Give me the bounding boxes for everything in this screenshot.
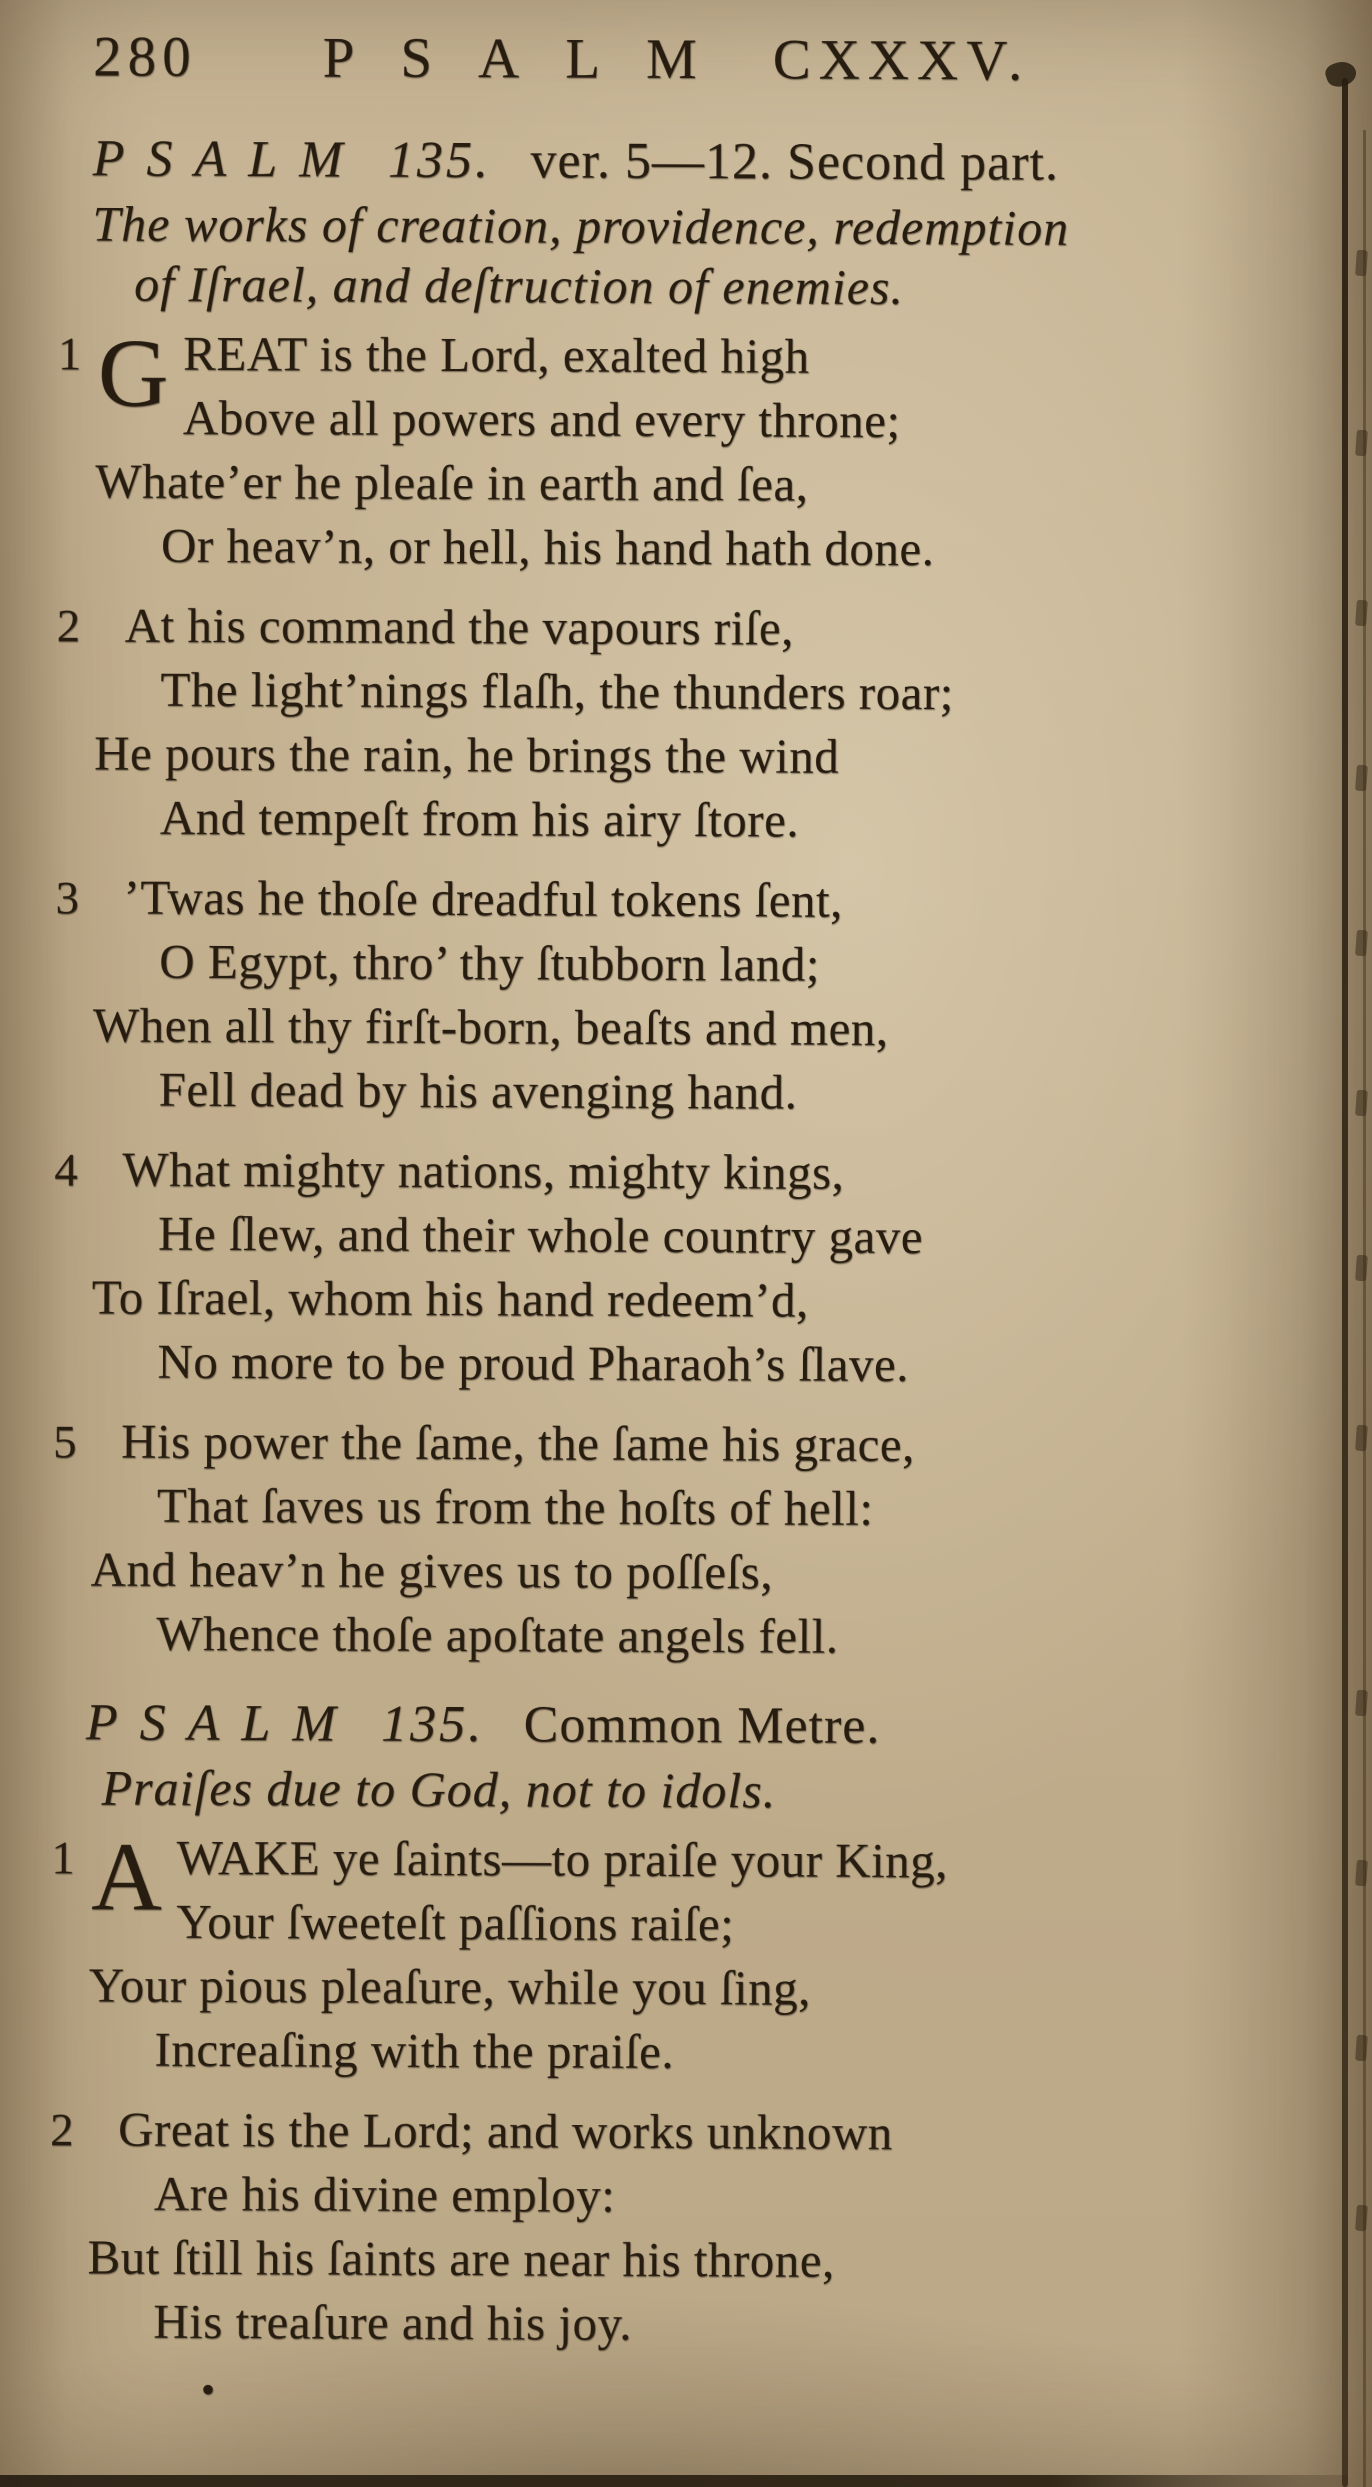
verse-number: 2 — [50, 2104, 75, 2157]
verse — [57, 319, 1226, 582]
verse — [51, 1823, 1219, 2086]
verse-line: The light’nings flaſh, the thunders roar; — [160, 661, 954, 721]
bottom-page-edge — [0, 2475, 1348, 2487]
verse-line: His treaſure and his joy. — [153, 2293, 633, 2351]
bleed-mark — [1355, 2035, 1368, 2062]
verse-line: But ſtill his ſaints are near his throne, — [87, 2229, 835, 2288]
drop-cap: A — [90, 1823, 163, 1932]
verse-line: And heav’n he gives us to poſſeſs, — [90, 1541, 774, 1600]
footer-mark: • — [200, 2366, 216, 2412]
verse-line: Your pious pleaſure, while you ſing, — [88, 1957, 811, 2016]
verse — [56, 593, 1225, 854]
psalm-section-second-part — [53, 127, 1227, 1670]
page-number: 280 — [93, 25, 197, 89]
heading-descriptor: ver. 5—12. Second part. — [530, 132, 1060, 192]
verse-line: Whence thoſe apoſtate angels fell. — [156, 1605, 839, 1664]
psalm-section-common-metre — [50, 1691, 1220, 2358]
bleed-mark — [1355, 250, 1368, 277]
verse-line: He ſlew, and their whole country gave — [157, 1205, 924, 1265]
verse-line: Whate’er he pleaſe in earth and ſea, — [95, 453, 809, 512]
verse-line: Great is the Lord; and works unknown — [118, 2101, 893, 2160]
verse-number: 1 — [57, 328, 82, 381]
verse-number: 2 — [56, 600, 81, 653]
verse-number: 1 — [51, 1832, 76, 1885]
section-heading — [86, 1691, 1220, 1760]
bleed-mark — [1355, 430, 1368, 457]
verse-line: Your ſweeteſt paſſions raiſe; — [176, 1893, 735, 1952]
verse-line: His power the ſame, the ſame his grace, — [121, 1413, 915, 1473]
heading-psalm-word: PSALM — [92, 130, 365, 189]
verse-line: When all thy firſt-born, beaſts and men, — [92, 997, 889, 1056]
subtitle-line: The works of creation, providence, redemption — [92, 195, 1070, 256]
page-edge-line — [1342, 78, 1348, 2487]
drop-cap: G — [97, 319, 170, 428]
verse-line: He pours the rain, he brings the wind — [94, 725, 840, 784]
page-edge-line-outer — [1363, 130, 1366, 2487]
verse-line: That ſaves us from the hoſts of hell: — [156, 1477, 874, 1536]
verse-line: What mighty nations, mighty kings, — [122, 1141, 845, 1200]
running-head-numeral: CXXXV. — [772, 28, 1031, 93]
heading-descriptor: Common Metre. — [523, 1696, 881, 1755]
section-subtitle — [92, 193, 1227, 318]
verse-line: Or heav’n, or hell, his hand hath done. — [160, 517, 935, 577]
section-subtitle — [85, 1757, 1219, 1822]
verse-line: Increaſing with the praiſe. — [154, 2021, 675, 2079]
heading-psalm-number: 135. — [381, 1695, 485, 1754]
verse — [54, 1137, 1222, 1398]
bleed-mark — [1355, 600, 1368, 627]
bleed-mark — [1355, 1255, 1368, 1282]
verse-line: O Egypt, thro’ thy ſtubborn land; — [159, 933, 821, 992]
verse — [53, 1409, 1221, 1670]
verse-line: Above all powers and every throne; — [182, 389, 901, 448]
verse-number: 5 — [53, 1416, 78, 1469]
running-head — [93, 25, 1227, 94]
verse-line: WAKE ye ſaints—to praiſe your King, — [176, 1829, 949, 1889]
bleed-mark — [1355, 1860, 1368, 1887]
verse-line: ’Twas he thoſe dreadful tokens ſent, — [123, 869, 844, 928]
verse — [55, 865, 1224, 1126]
subtitle-line: Praiſes due to God, not to idols. — [101, 1759, 777, 1819]
verse-line: REAT is the Lord, exalted high — [183, 325, 810, 384]
verse — [50, 2097, 1218, 2358]
heading-psalm-number: 135. — [387, 131, 492, 190]
verse-line: Are his divine employ: — [153, 2165, 616, 2223]
subtitle-line: of Iſrael, and deſtruction of enemies. — [134, 255, 905, 315]
bleed-mark — [1355, 1690, 1368, 1717]
verse-line: Fell dead by his avenging hand. — [158, 1061, 798, 1120]
section-heading — [93, 127, 1227, 196]
heading-psalm-word: PSALM — [85, 1694, 358, 1753]
verse-number: 3 — [55, 872, 80, 925]
bleed-mark — [1355, 765, 1368, 792]
bleed-mark — [1355, 930, 1368, 957]
verse-line: No more to be proud Pharaoh’s ſlave. — [157, 1333, 910, 1392]
running-head-title: PSALM — [322, 26, 743, 92]
bleed-mark — [1355, 1090, 1368, 1117]
verse-line: To Iſrael, whom his hand redeem’d, — [91, 1269, 809, 1328]
verse-line: And tempeſt from his airy ſtore. — [159, 789, 800, 848]
bleed-mark — [1355, 2205, 1368, 2232]
bleed-mark — [1355, 1425, 1368, 1452]
verse-number: 4 — [54, 1144, 79, 1197]
verse-line: At his command the vapours riſe, — [124, 597, 795, 656]
